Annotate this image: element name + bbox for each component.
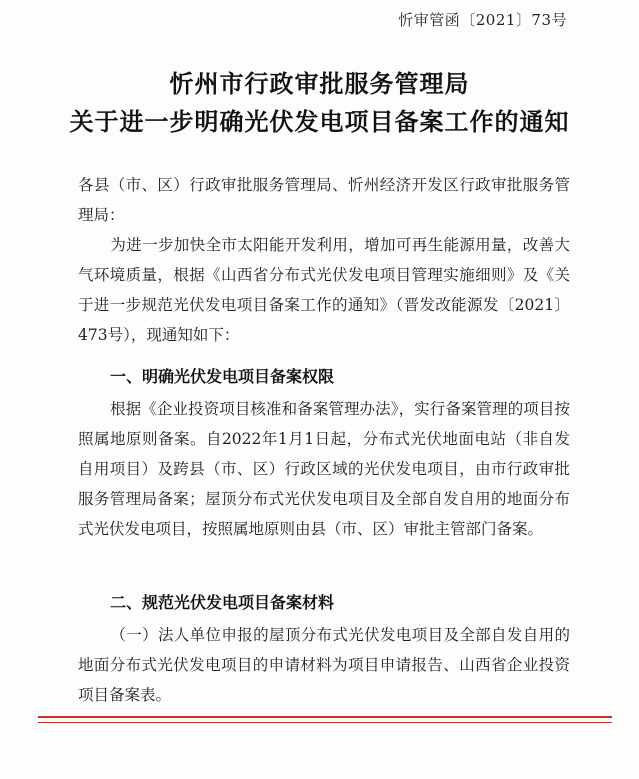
intro-paragraph — [78, 230, 570, 350]
intro-text: 为进一步加快全市太阳能开发利用，增加可再生能源用量，改善大气环境质量，根据《山西省分布式光伏发电项目管理实施细则》及《关于进一步规范光伏发电项目备案工作的通知》（晋发改能源发〔2021〕473号），现通知如下： — [78, 236, 570, 344]
document-number: 忻审管函〔2021〕73号 — [398, 11, 567, 29]
section2-heading: 二、规范光伏发电项目备案材料 — [110, 593, 335, 612]
section2-item1-paragraph — [78, 620, 570, 710]
red-divider-thick — [38, 716, 612, 718]
section1-text: 根据《企业投资项目核准和备案管理办法》，实行备案管理的项目按照属地原则备案。自2022年1月1日起，分布式光伏地面电站（非自发自用项目）及跨县（市、区）行政区域的光伏发电项目，由市行政审批服务管理局备案；屋顶分布式光伏发电项目及全部自发自用的地面分布式光伏发电项目，按照属地原则由县（市、区）审批主管部门备案。 — [78, 400, 570, 538]
section1-heading: 一、明确光伏发电项目备案权限 — [110, 367, 335, 386]
section1-paragraph — [78, 394, 570, 544]
title-subject: 关于进一步明确光伏发电项目备案工作的通知 — [69, 107, 570, 136]
addressee: 各县（市、区）行政审批服务管理局、忻州经济开发区行政审批服务管理局： — [78, 176, 570, 224]
red-divider-thin — [38, 722, 612, 723]
title-issuer: 忻州市行政审批服务管理局 — [169, 69, 470, 98]
section2-item1-text: （一）法人单位申报的屋顶分布式光伏发电项目及全部自发自用的地面分布式光伏发电项目的申请材料为项目申请报告、山西省企业投资项目备案表。 — [78, 626, 570, 704]
